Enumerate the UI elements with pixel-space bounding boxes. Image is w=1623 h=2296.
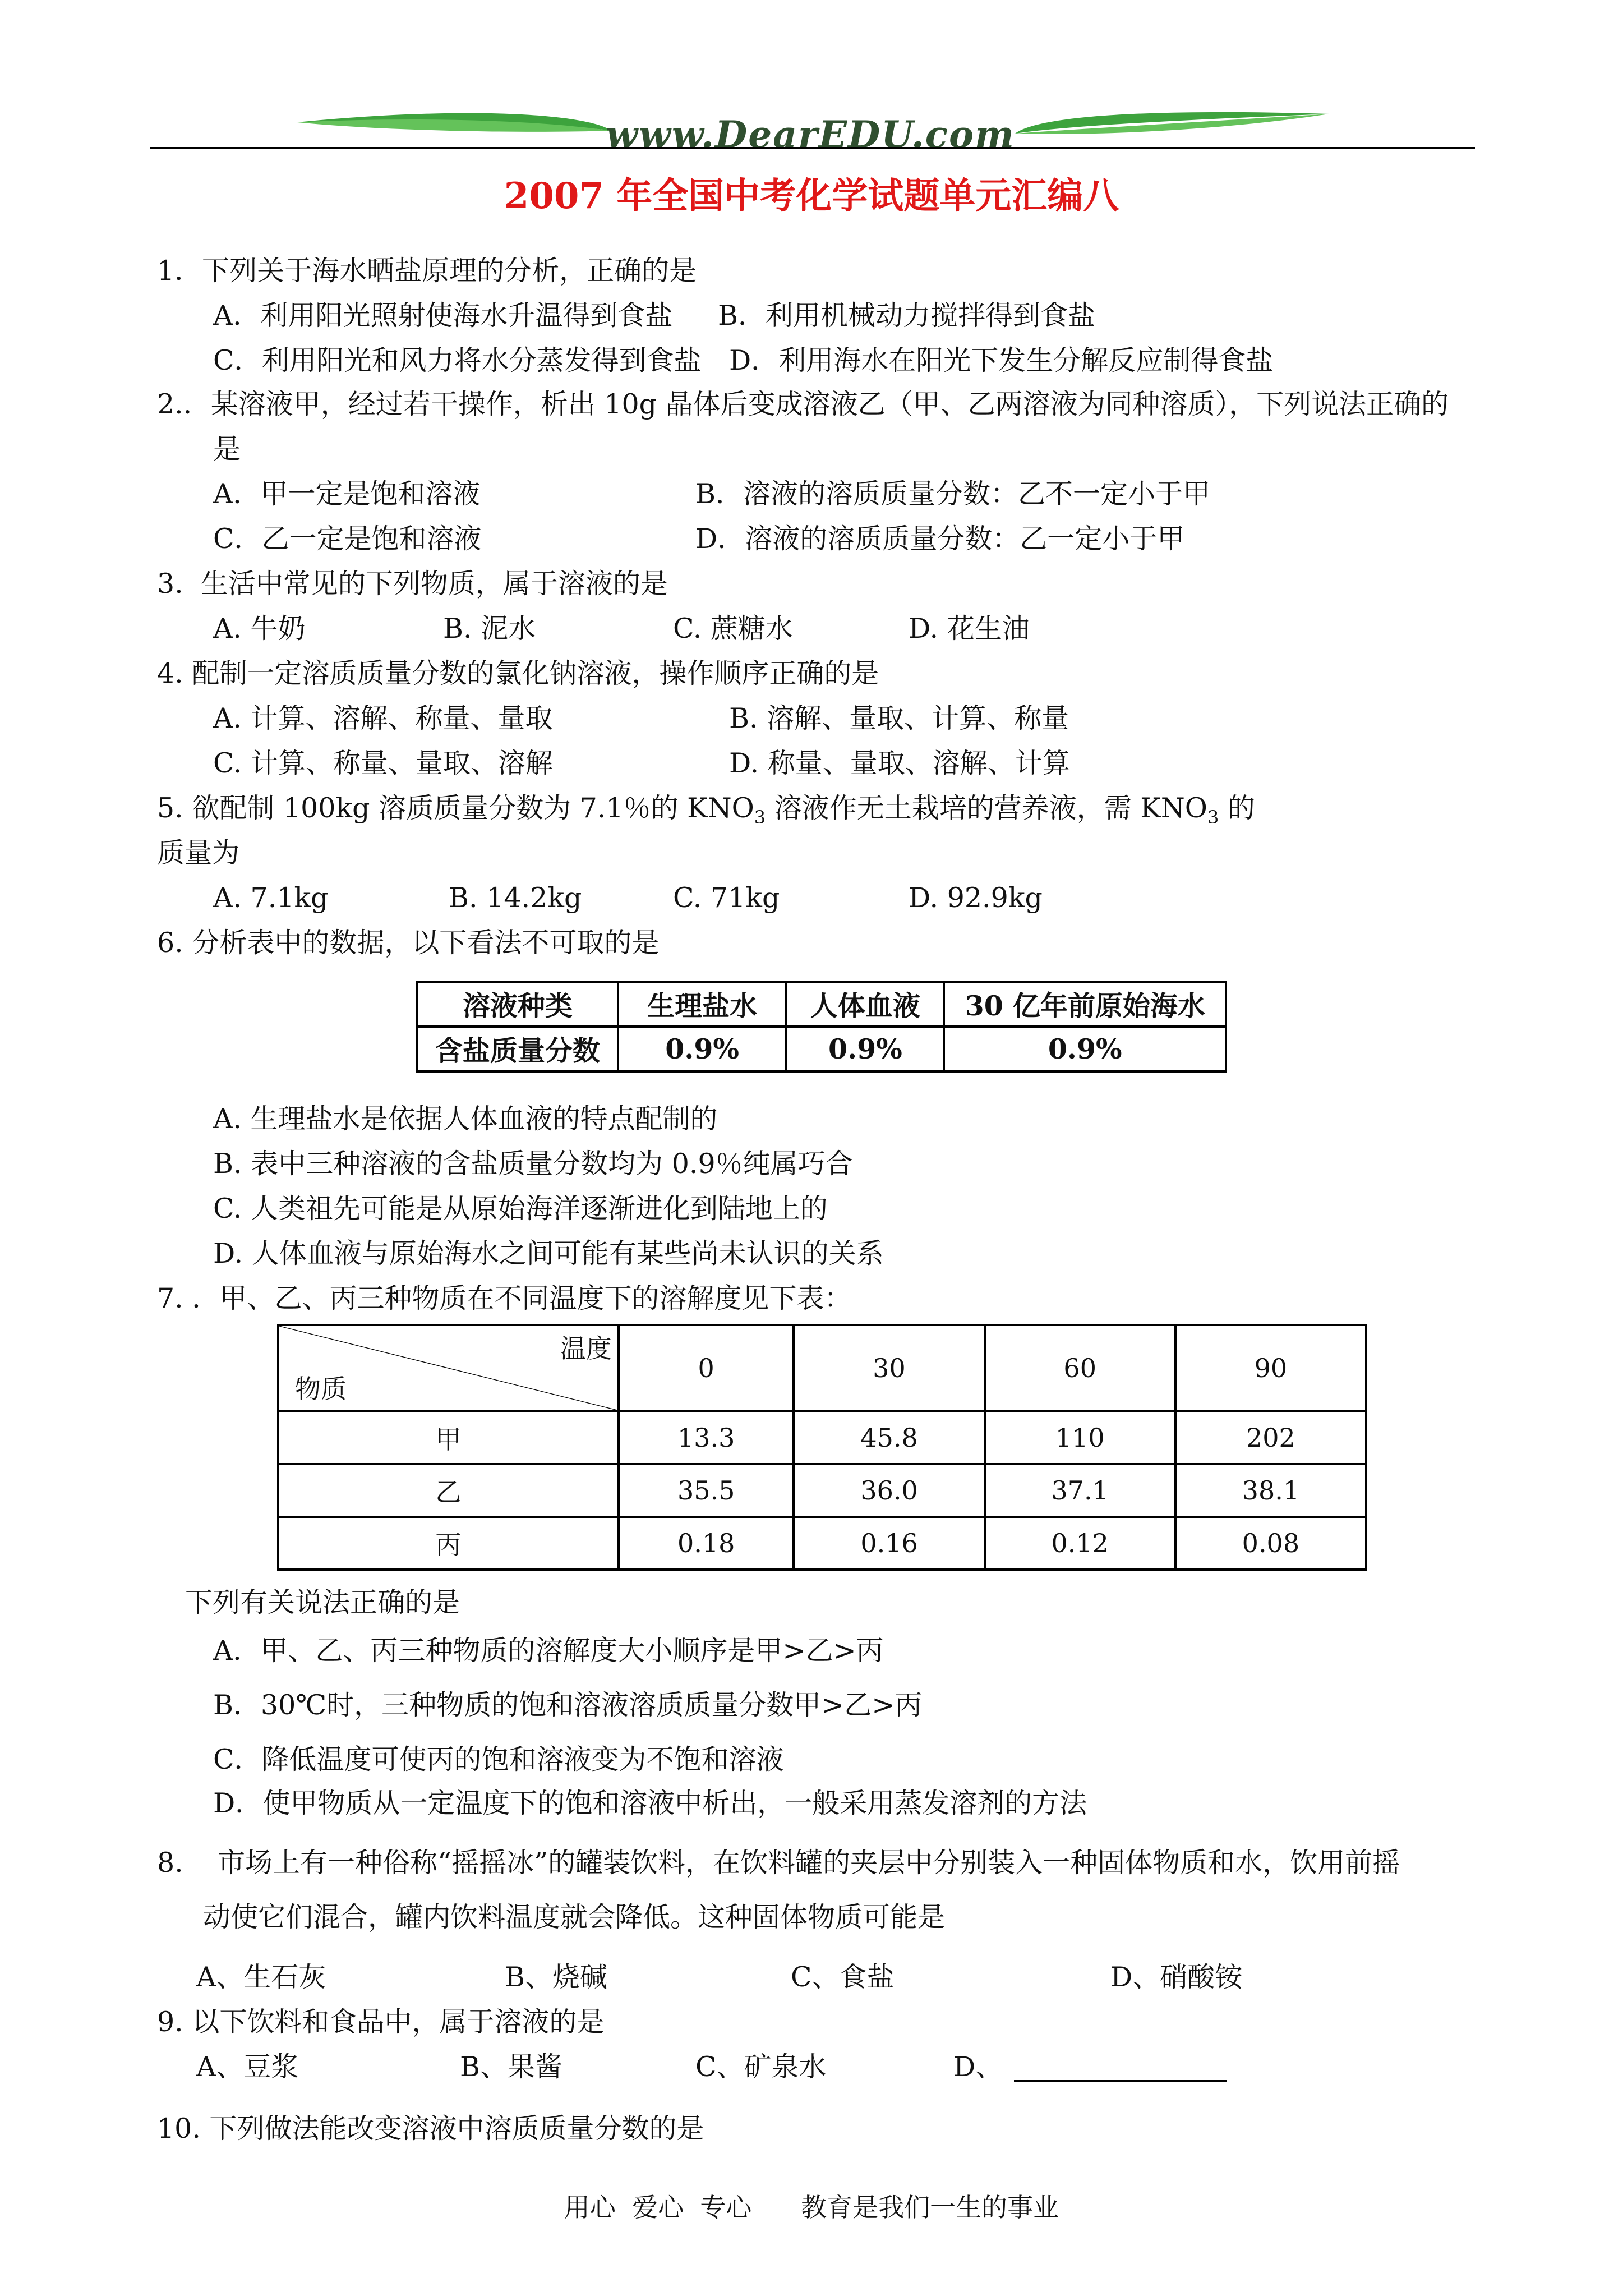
q2-option-d: D．溶液的溶质质量分数：乙一定小于甲	[695, 523, 1185, 555]
table-cell: 110	[985, 1411, 1175, 1464]
q7-option-d: D．使甲物质从一定温度下的饱和溶液中析出，一般采用蒸发溶剂的方法	[213, 1787, 1087, 1819]
q4-option-d: D. 称量、量取、溶解、计算	[729, 747, 1070, 779]
q7-option-c: C．降低温度可使丙的饱和溶液变为不饱和溶液	[213, 1743, 784, 1775]
table-row-label: 含盐质量分数	[417, 1027, 618, 1071]
table-cell: 35.5	[619, 1464, 794, 1517]
q3-option-a: A. 牛奶	[213, 613, 306, 645]
q5-stem-cont: 质量为	[157, 837, 240, 869]
q2-stem-cont: 是	[213, 433, 241, 465]
q1-option-c: C．利用阳光和风力将水分蒸发得到食盐	[213, 344, 702, 376]
q4-stem: 4. 配制一定溶质质量分数的氯化钠溶液，操作顺序正确的是	[157, 657, 879, 689]
q3-option-d: D. 花生油	[909, 613, 1030, 645]
q8-option-a: A、生石灰	[196, 1961, 326, 1993]
q4-option-b: B. 溶解、量取、计算、称量	[729, 702, 1069, 734]
table-cell: 13.3	[619, 1411, 794, 1464]
table-row-label: 甲	[278, 1411, 619, 1464]
q6-salt-table	[416, 981, 1227, 1073]
footer-slogan: 用心 爱心 专心 教育是我们一生的事业	[564, 2192, 1059, 2223]
page-title: 2007 年全国中考化学试题单元汇编八	[504, 175, 1119, 217]
table-cell: 36.0	[794, 1464, 984, 1517]
q5-stem: 5. 欲配制 100kg 溶质质量分数为 7.1％的 $KNO_3$ 溶液作无土栽培的营养液，需 $KNO_3$ 的	[157, 792, 1255, 828]
q3-option-b: B. 泥水	[443, 613, 536, 645]
table-cell: 45.8	[794, 1411, 984, 1464]
table-cell: 0.08	[1175, 1517, 1366, 1570]
table-cell: 38.1	[1175, 1464, 1366, 1517]
q6-option-d: D. 人体血液与原始海水之间可能有某些尚未认识的关系	[213, 1237, 884, 1269]
table-row-label: 丙	[278, 1517, 619, 1570]
q2-option-c: C．乙一定是饱和溶液	[213, 523, 482, 555]
table-cell: 0.12	[985, 1517, 1175, 1570]
table-header-cell: 90	[1175, 1325, 1366, 1411]
q6-option-c: C. 人类祖先可能是从原始海洋逐渐进化到陆地上的	[213, 1193, 828, 1225]
q2-option-b: B．溶液的溶质质量分数：乙不一定小于甲	[695, 478, 1211, 510]
table-header-cell: 溶液种类	[417, 982, 618, 1027]
q1-option-d: D．利用海水在阳光下发生分解反应制得食盐	[729, 344, 1274, 376]
table-header-cell: 生理盐水	[618, 982, 787, 1027]
corner-label-substance: 物质	[295, 1374, 347, 1404]
q3-option-c: C. 蔗糖水	[673, 613, 793, 645]
table-cell: 0.9%	[618, 1027, 787, 1071]
q9-option-d: D、	[953, 2051, 1003, 2083]
table-cell: 0.9%	[786, 1027, 944, 1071]
q1-stem: 1．下列关于海水晒盐原理的分析，正确的是	[157, 255, 697, 287]
table-row	[278, 1411, 1366, 1464]
q7-option-a: A．甲、乙、丙三种物质的溶解度大小顺序是甲>乙>丙	[213, 1635, 884, 1667]
table-header-cell: 0	[619, 1325, 794, 1411]
q8-option-c: C、食盐	[791, 1961, 895, 1993]
q9-option-c: C、矿泉水	[695, 2051, 827, 2083]
site-logo-text: www.DearEDU.com	[606, 113, 1015, 157]
q2-stem: 2.．某溶液甲，经过若干操作，析出 10g 晶体后变成溶液乙（甲、乙两溶液为同种溶质），下列说法正确的	[157, 388, 1449, 420]
q8-option-d: D、硝酸铵	[1110, 1961, 1243, 1993]
q8-stem-cont: 动使它们混合，罐内饮料温度就会降低。这种固体物质可能是	[203, 1901, 946, 1933]
q10-stem: 10. 下列做法能改变溶液中溶质质量分数的是	[157, 2113, 704, 2145]
q6-option-a: A. 生理盐水是依据人体血液的特点配制的	[213, 1103, 718, 1135]
q5-option-c: C. 71kg	[673, 882, 780, 914]
q3-stem: 3. 生活中常见的下列物质，属于溶液的是	[157, 568, 668, 600]
q7-lead: 下列有关说法正确的是	[185, 1586, 460, 1618]
table-header-cell: 30	[794, 1325, 984, 1411]
q9-option-a: A、豆浆	[196, 2051, 299, 2083]
table-header-cell: 60	[985, 1325, 1175, 1411]
q9-option-b: B、果酱	[460, 2051, 563, 2083]
q4-option-c: C. 计算、称量、量取、溶解	[213, 747, 553, 779]
table-cell: 37.1	[985, 1464, 1175, 1517]
q5-option-a: A. 7.1kg	[213, 882, 329, 914]
q1-option-a: A．利用阳光照射使海水升温得到食盐	[213, 300, 673, 332]
q6-option-b: B. 表中三种溶液的含盐质量分数均为 0.9％纯属巧合	[213, 1148, 853, 1180]
table-row	[278, 1517, 1366, 1570]
corner-label-temperature: 温度	[560, 1333, 612, 1364]
q5-option-d: D. 92.9kg	[909, 882, 1043, 914]
table-cell: 0.16	[794, 1517, 984, 1570]
table-cell: 0.18	[619, 1517, 794, 1570]
table-header-cell: 30 亿年前原始海水	[944, 982, 1226, 1027]
q6-stem: 6. 分析表中的数据，以下看法不可取的是	[157, 927, 660, 959]
q9-answer-blank	[1014, 2080, 1227, 2082]
table-cell: 202	[1175, 1411, 1366, 1464]
q7-solubility-table	[277, 1324, 1367, 1571]
table-row-label: 乙	[278, 1464, 619, 1517]
table-row	[278, 1464, 1366, 1517]
q7-stem: 7. ．甲、乙、丙三种物质在不同温度下的溶解度见下表：	[157, 1282, 852, 1314]
q9-stem: 9. 以下饮料和食品中，属于溶液的是	[157, 2006, 605, 2038]
q5-option-b: B. 14.2kg	[449, 882, 582, 914]
table-header-cell: 人体血液	[786, 982, 944, 1027]
q8-stem: 市场上有一种俗称“摇摇冰”的罐装饮料，在饮料罐的夹层中分别装入一种固体物质和水，饮用前摇	[218, 1847, 1400, 1879]
table-corner-cell	[278, 1325, 619, 1411]
header-rule	[150, 147, 1475, 149]
q1-option-b: B．利用机械动力搅拌得到食盐	[718, 300, 1096, 332]
q2-option-a: A．甲一定是饱和溶液	[213, 478, 481, 510]
q7-option-b: B．30℃时，三种物质的饱和溶液溶质质量分数甲>乙>丙	[213, 1689, 923, 1721]
table-cell: 0.9%	[944, 1027, 1226, 1071]
q4-option-a: A. 计算、溶解、称量、量取	[213, 702, 553, 734]
q8-number: 8.	[157, 1847, 183, 1879]
q8-option-b: B、烧碱	[505, 1961, 608, 1993]
